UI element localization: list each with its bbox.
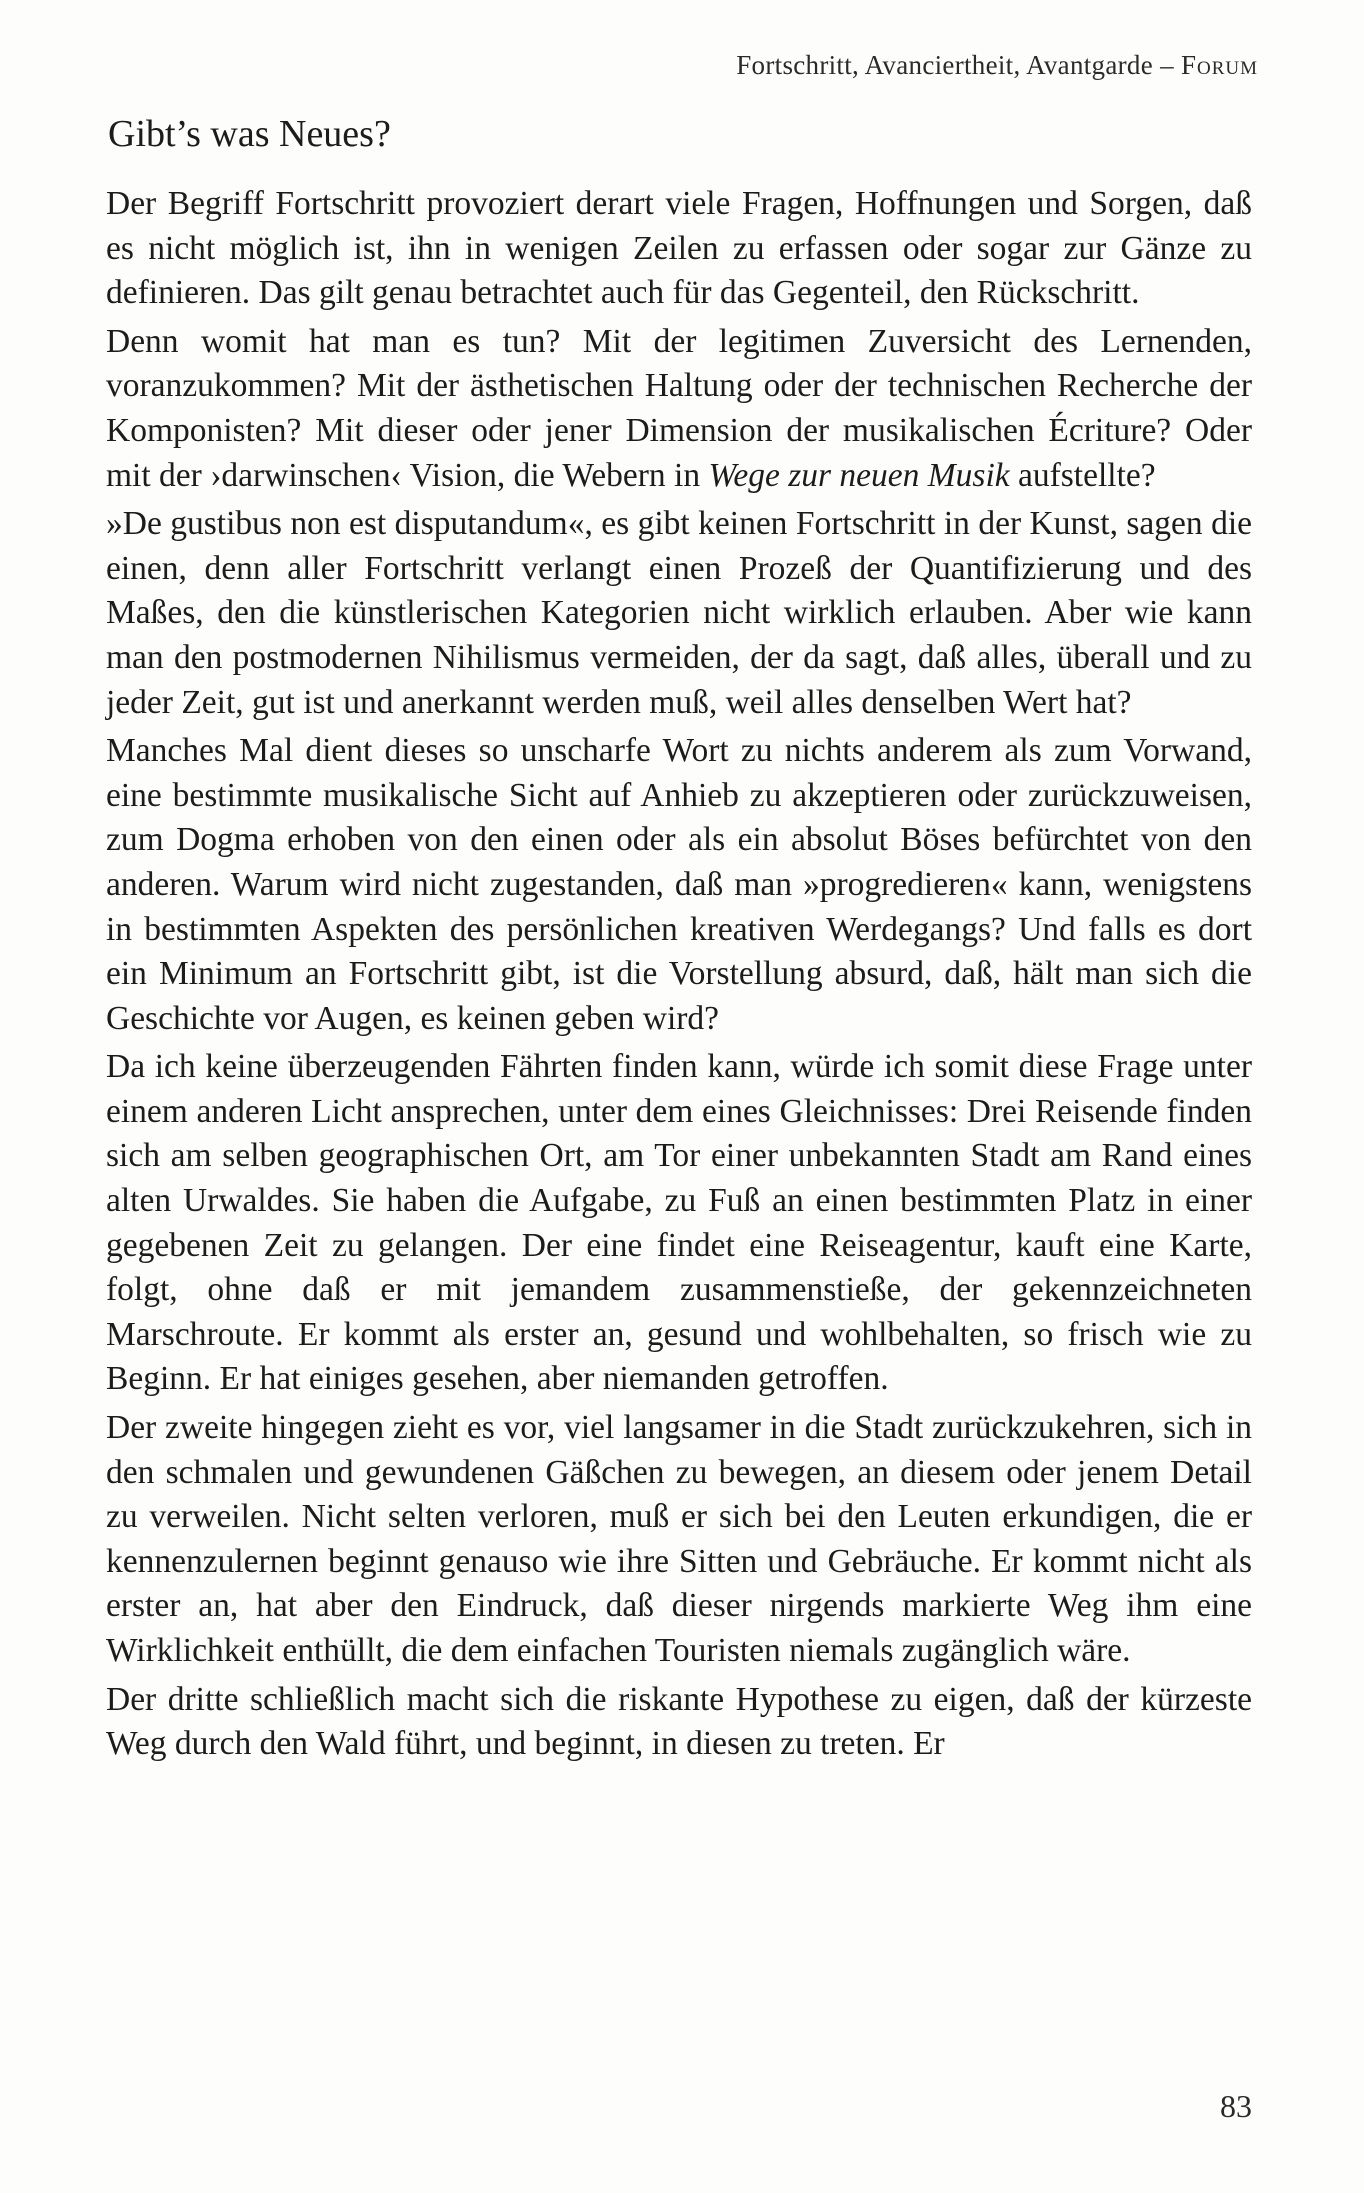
paragraph: Der Begriff Fortschritt provoziert derart viele Fragen, Hoffnungen und Sorgen, daß es nicht möglich ist, ihn in wenigen Zeilen zu erfassen oder sogar zur Gänze zu definieren. Das gilt genau betrachtet auch für das Gegenteil, den Rückschritt. <box>106 185 1252 312</box>
paragraph: Der zweite hingegen zieht es vor, viel langsamer in die Stadt zurückzukehren, sich in den schmalen und gewundenen Gäßchen zu bewegen, an diesem oder jenem Detail zu verweilen. Nicht selten verloren, muß er sich bei den Leuten erkundigen, die er kennenzulernen beginnt genauso wie ihre Sitten und Gebräuche. Er kommt nicht als erster an, hat aber den Eindruck, daß dieser nirgends markierte Weg ihm eine Wirklichkeit enthüllt, die dem einfachen Touristen niemals zugänglich wäre. <box>106 1409 1252 1669</box>
paragraph-text: aufstellte? <box>1009 456 1156 494</box>
paragraph: Da ich keine überzeugenden Fährten finden kann, würde ich somit diese Frage unter einem anderen Licht ansprechen, unter dem eines Gleichnisses: Drei Reisende finden sich am selben geographischen Ort, am Tor einer unbekannten Stadt am Rand eines alten Urwaldes. Sie haben die Aufgabe, zu Fuß an einen bestimmten Platz in einer gegebenen Zeit zu gelangen. Der eine findet eine Reiseagentur, kauft eine Karte, folgt, ohne daß er mit jemandem zusammenstieße, der gekennzeichneten Marschroute. Er kommt als erster an, gesund und wohlbehalten, so frisch wie zu Beginn. Er hat einiges gesehen, aber niemanden getroffen. <box>106 1048 1252 1398</box>
paragraph: Manches Mal dient dieses so unscharfe Wort zu nichts anderem als zum Vorwand, eine bestimmte musikalische Sicht auf Anhieb zu akzeptieren oder zurückzuweisen, zum Dogma erhoben von den einen oder als ein absolut Böses befürchtet von den anderen. Warum wird nicht zugestanden, daß man »progredieren« kann, wenigstens in bestimmten Aspekten des persönlichen kreativen Werdegangs? Und falls es dort ein Minimum an Fortschritt gibt, ist die Vorstellung absurd, daß, hält man sich die Geschichte vor Augen, es keinen geben wird? <box>106 732 1252 1037</box>
paragraph <box>106 320 1252 498</box>
paragraph: Der dritte schließlich macht sich die riskante Hypothese zu eigen, daß der kürzeste Weg durch den Wald führt, und beginnt, in diesen zu treten. Er <box>106 1680 1252 1763</box>
book-title-italic: Wege zur neuen Musik <box>708 456 1010 494</box>
running-head <box>736 50 1258 81</box>
article-title: Gibt’s was Neues? <box>108 113 391 155</box>
running-title: Fortschritt, Avanciertheit, Avantgarde <box>736 50 1154 80</box>
section-label: Forum <box>1180 50 1258 80</box>
paragraph: »De gustibus non est disputandum«, es gibt keinen Fortschritt in der Kunst, sagen die einen, denn aller Fortschritt verlangt einen Prozeß der Quantifizierung und des Maßes, den die künstlerischen Kategorien nicht wirklich erlauben. Aber wie kann man den postmodernen Nihilismus vermeiden, der da sagt, daß alles, überall und zu jeder Zeit, gut ist und anerkannt werden muß, weil alles denselben Wert hat? <box>106 505 1252 721</box>
paragraph-text: Denn womit hat man es tun? Mit der legitimen Zuversicht des Lernenden, voranzukommen? Mit der ästhetischen Haltung oder der technischen Recherche der Komponisten? Mit dieser oder jener Dimension der musikalischen Écriture? Oder mit der ›darwinschen‹ Vision, die Webern in <box>106 322 1252 494</box>
running-head-separator: – <box>1160 50 1174 80</box>
page-number: 83 <box>1220 2088 1252 2124</box>
article-body <box>106 182 1252 1767</box>
